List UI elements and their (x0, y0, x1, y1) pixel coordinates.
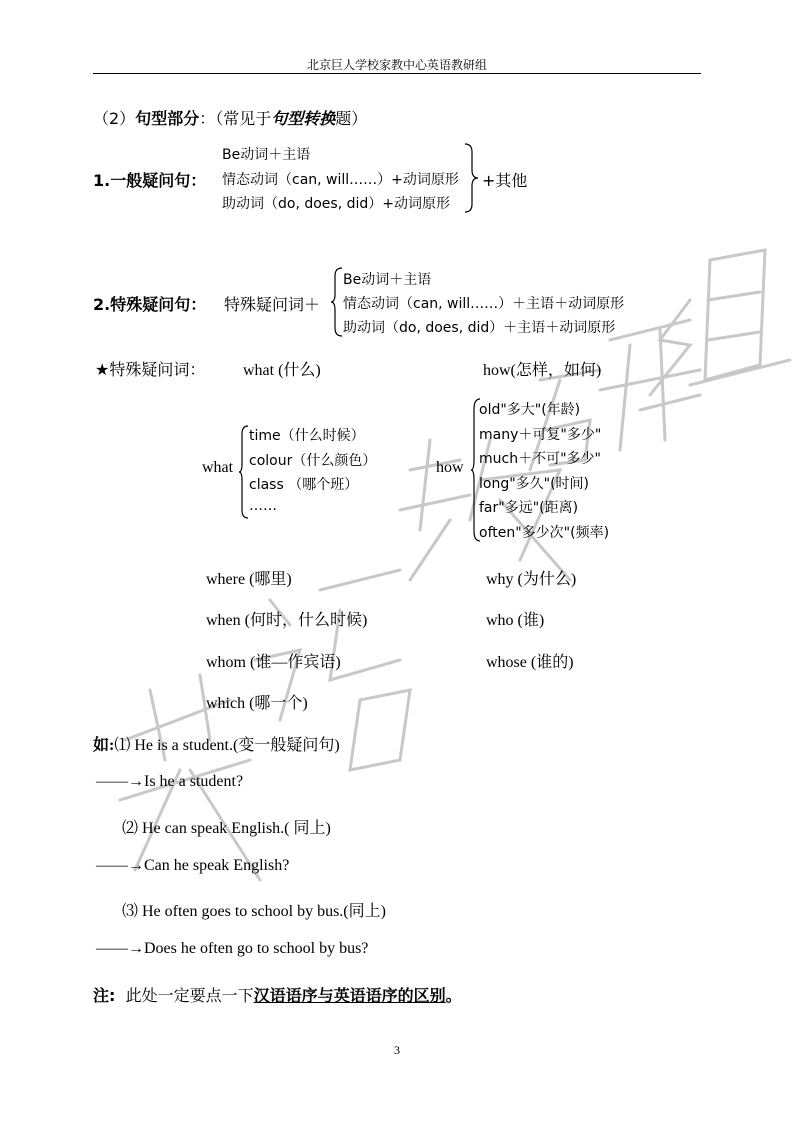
general-question-brace (462, 142, 480, 214)
special-question-row-3: 助动词（do, does, did）＋主语＋动词原形 (343, 320, 616, 336)
word-where: where (哪里) (206, 571, 292, 588)
example-3: ⑶ He often goes to school by bus.(同上) (122, 903, 386, 920)
special-question-label: 2.特殊疑问句： (93, 295, 207, 314)
general-question-row-1: Be动词＋主语 (222, 147, 311, 163)
how-item-often: often"多少次"(频率) (479, 525, 610, 541)
example-1-text: ⑴ He is a student.(变一般疑问句) (114, 737, 340, 754)
what-head: what (202, 459, 234, 476)
what-item-more: …… (249, 498, 277, 514)
what-item-class: class （哪个班） (249, 477, 359, 493)
word-who: who (谁) (486, 612, 545, 629)
section-title (93, 106, 367, 129)
note-text: 此处一定要点一下 (125, 986, 254, 1005)
word-whom: whom (谁—作宾语) (206, 654, 341, 671)
page-header: 北京巨人学校家教中心英语教研组 (306, 58, 487, 72)
general-question-row-2: 情态动词（can, will……）+动词原形 (222, 172, 459, 188)
section-title-suffix: 题） (335, 109, 368, 128)
what-item-time: time（什么时候） (249, 428, 365, 444)
section-title-main: 句型部分 (135, 109, 200, 128)
general-question-row-3: 助动词（do, does, did）+动词原形 (222, 196, 451, 212)
note-label: 注: (93, 986, 116, 1005)
how-item-old: old"多大"(年龄) (479, 402, 581, 418)
note (93, 983, 462, 1006)
answer-1: ——→Is he a student? (96, 773, 244, 790)
example-1 (93, 732, 340, 755)
word-whose: whose (谁的) (486, 654, 574, 671)
how-item-many: many＋可复"多少" (479, 427, 602, 443)
general-question-label: 1.一般疑问句： (93, 171, 207, 190)
special-question-lead: 特殊疑问词＋ (224, 295, 321, 314)
section-title-colon: ：（常见于 (199, 109, 272, 128)
word-when: when (何时，什么时候) (206, 612, 368, 629)
example-2: ⑵ He can speak English.( 同上) (122, 820, 331, 837)
note-end: 。 (445, 986, 462, 1005)
section-title-emph: 句型转换 (271, 109, 336, 128)
word-what: what (什么) (243, 362, 321, 379)
word-how: how(怎样，如何) (483, 362, 602, 379)
page-number: 3 (394, 1043, 400, 1057)
header-divider (93, 73, 701, 74)
word-why: why (为什么) (486, 571, 577, 588)
special-question-row-2: 情态动词（can, will……）＋主语＋动词原形 (343, 296, 625, 312)
what-item-colour: colour（什么颜色） (249, 453, 377, 469)
how-item-much: much＋不可"多少" (479, 451, 601, 467)
how-item-far: far"多远"(距离) (479, 500, 579, 516)
special-question-brace (330, 266, 344, 338)
answer-2: ——→Can he speak English? (96, 857, 290, 874)
question-words-label: ★特殊疑问词： (95, 360, 206, 379)
special-question-row-1: Be动词＋主语 (343, 272, 432, 288)
how-item-long: long"多久"(时间) (479, 476, 590, 492)
section-title-prefix: （2） (93, 109, 136, 128)
general-question-tail: +其他 (482, 171, 528, 190)
examples-lead: 如: (93, 737, 115, 754)
note-emph: 汉语语序与英语语序的区别 (253, 986, 446, 1005)
how-head: how (436, 459, 464, 476)
answer-3: ——→Does he often go to school by bus? (96, 940, 369, 957)
word-which: which (哪一个) (206, 695, 308, 712)
